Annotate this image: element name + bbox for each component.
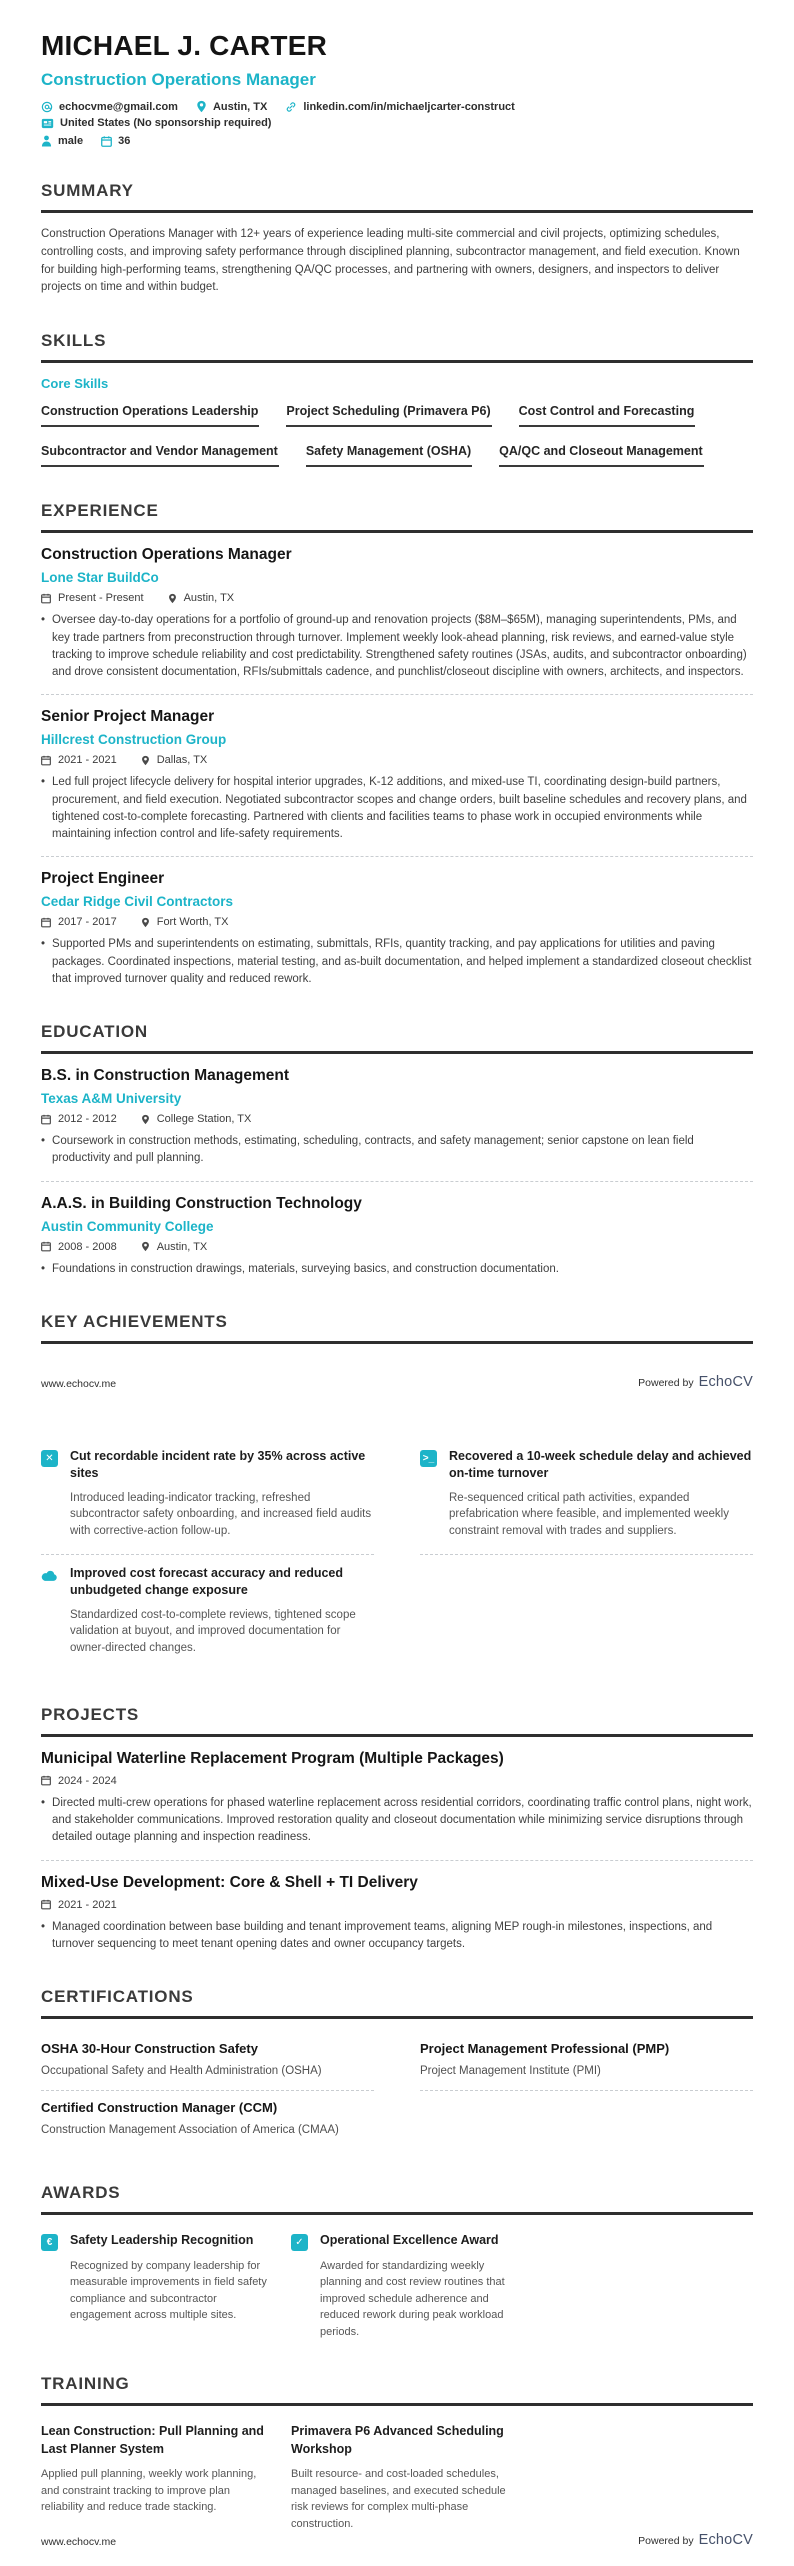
experience-job-title: Project Engineer [41,870,165,888]
education-dates: 2012 - 2012 [58,1113,117,1125]
education-degree: B.S. in Construction Management [41,1067,290,1084]
contact-location-text: Austin, TX [212,100,268,113]
certification-name: Project Management Professional (PMP) [420,2041,670,2057]
certificate-icon: € [41,2234,58,2251]
skill-item: Safety Management (OSHA) [306,444,472,467]
award-title: Operational Excellence Award [320,2233,499,2248]
achievement-text: Standardized cost-to-complete reviews, tightened scope validation at buyout, and improved documentation for owner-directed changes. [70,1608,356,1655]
project-entry: Municipal Waterline Replacement Program (Multiple Packages) 2024 - 2024 • Directed multi-crew operations for phased waterline replacement across residential corridors, coordinating traffic control plans, night work, and stakeholder communications. Improved restoration quality and closeout documentation while minimizing service disruptions through detailed outage planning and inspection readiness. [41,1750,753,1847]
echocv-brand: EchoCV [698,2532,753,2549]
certification-item [420,2032,753,2091]
achievement-item [41,1438,374,1555]
project-bullet: Managed coordination between base building and tenant improvement teams, aligning MEP rough-in milestones, inspections, and turnover sequencing to meet tenant opening dates and owner occupancy targets. [52,1920,713,1950]
award-title: Safety Leadership Recognition [70,2233,254,2248]
footer-site-link[interactable]: www.echocv.me [41,1377,117,1390]
experience-bullet: Led full project lifecycle delivery for hospital interior upgrades, K-12 additions, and mixed-use TI, coordinating design-build partners, procurement, and field execution. Negotiated subcontractor scopes and change orders, built baseline schedules and recovery plans, and tightened cost-to-complete forecasting. Partnered with clients and facilities teams to phase work in occupied environments while maintaining infection control and life-safety requirements. [52,776,747,840]
experience-bullet: Oversee day-to-day operations for a portfolio of ground-up and renovation projects ($8M–$65M), managing superintendents, PMs, and key trade partners from preconstruction through turnover. Implement weekly look-ahead planning, risk reviews, and earned-value style tracking to improve schedule reliability and cost predictability. Strengthened safety routines (JSAs, audits, and subcontractor onboarding) and drove consistent documentation, RFIs/submittals cadence, and punchlist/closeout discipline with owners, architects, and inspectors. [52,614,747,678]
divider [41,1181,753,1182]
experience-bullet: Supported PMs and superintendents on estimating, submittals, RFIs, quantity tracking, and pay applications for utilities and paving packages. Coordinated inspections, material testing, and as-built documentation, and helped implement a standardized closeout checklist that improved turnover quality and reduced rework. [52,938,752,985]
awards-heading: AWARDS [41,2183,753,2215]
page-footer-strip [41,2532,753,2548]
education-dates: 2008 - 2008 [58,1240,117,1253]
achievements-grid [41,1436,753,1671]
resume-header [41,30,753,147]
divider [41,856,753,857]
experience-location: Dallas, TX [156,754,208,767]
skill-item: Cost Control and Forecasting [519,404,696,427]
experience-job-title: Senior Project Manager [41,708,215,726]
candidate-name: MICHAEL J. CARTER [41,30,328,61]
location-pin-icon [141,1114,150,1125]
project-entry: Mixed-Use Development: Core & Shell + TI Delivery 2021 - 2021 • Managed coordination between base building and tenant improvement teams, aligning MEP rough-in milestones, inspections, and turnover sequencing to meet tenant opening dates and owner occupancy targets. [41,1874,753,1954]
summary-text: Construction Operations Manager with 12+ years of experience leading multi-site commercial and civil projects, optimizing schedules, controlling costs, and improving safety performance through disciplined planning, subcontractor management, and field execution. Known for building high-performing teams, strengthening QA/QC processes, and partnering with owners, designers, and inspectors to deliver projects on time and within budget. [41,228,740,294]
certifications-heading: CERTIFICATIONS [41,1987,753,2019]
clipboard-check-icon: ✓ [291,2234,308,2251]
experience-entry: Senior Project Manager Hillcrest Construction Group 2021 - 2021 Dallas, TX • Led full project lifecycle delivery for hospital interior upgrades, K-12 additions, and mixed-use TI, coordinating design-build partners, procurement, and field execution. Negotiated subcontractor scopes and change orders, built baseline schedules and recovery plans, and tightened cost-to-complete forecasting. Partnered with clients and facilities teams to phase work in occupied environments while maintaining infection control and life-safety requirements. [41,708,753,843]
achievements-heading: KEY ACHIEVEMENTS [41,1312,753,1344]
education-entry: A.A.S. in Building Construction Technology Austin Community College 2008 - 2008 Austin, TX • Foundations in construction drawings, materials, surveying basics, and construction documentation. [41,1195,753,1278]
section-skills [41,331,753,467]
education-bullet: Foundations in construction drawings, materials, surveying basics, and construction documentation. [52,1262,559,1275]
education-location: College Station, TX [156,1113,252,1125]
education-entry: B.S. in Construction Management Texas A&M University 2012 - 2012 College Station, TX • Coursework in construction methods, estimating, scheduling, contracts, and safety management; senior capstone on lean field productivity and pull planning. [41,1067,753,1168]
contact-citizenship-text: United States (No sponsorship required) [60,117,272,129]
training-text: Built resource- and cost-loaded schedules, managed baselines, and executed schedule risk reviews for complex multi-phase construction. [291,2468,506,2530]
experience-heading: EXPERIENCE [41,501,753,533]
contact-citizenship [41,117,271,129]
award-text: Awarded for standardizing weekly planning and cost review routines that improved schedule adherence and reduced rework during peak workload periods. [320,2259,505,2338]
certification-name: Certified Construction Manager (CCM) [41,2100,278,2116]
contact-gender-text: male [58,135,84,147]
achievement-text: Re-sequenced critical path activities, expanded prefabrication where feasible, and implemented weekly constraint removal with trades and suppliers. [449,1491,729,1538]
skills-list [41,404,753,467]
certification-issuer: Occupational Safety and Health Administration (OSHA) [41,2065,322,2078]
achievement-title: Cut recordable incident rate by 35% across active sites [70,1448,366,1481]
cloud-icon [41,1567,58,1584]
project-dates: 2021 - 2021 [58,1898,117,1911]
projects-heading: PROJECTS [41,1705,753,1737]
training-item [41,2423,267,2532]
terminal-icon: >_ [420,1450,437,1467]
award-text: Recognized by company leadership for measurable improvements in field safety compliance and subcontractor engagement across multiple sites. [70,2259,267,2322]
divider [41,694,753,695]
certifications-grid [41,2032,753,2149]
powered-by-prefix: Powered by [638,2535,694,2548]
experience-dates: 2017 - 2017 [58,916,117,929]
education-heading: EDUCATION [41,1022,753,1054]
experience-job-title: Construction Operations Manager [41,546,292,564]
skill-item: QA/QC and Closeout Management [499,444,704,467]
at-icon [41,101,53,113]
section-projects [41,1705,753,1953]
skills-heading: SKILLS [41,331,753,363]
skills-group-label: Core Skills [41,376,109,392]
achievement-item [41,1555,374,1671]
section-awards [41,2183,753,2340]
link-icon [285,101,297,113]
certification-item [41,2091,374,2149]
flag-icon [41,118,54,129]
education-school: Texas A&M University [41,1091,182,1106]
section-training [41,2374,753,2532]
certification-name: OSHA 30-Hour Construction Safety [41,2041,258,2057]
experience-location: Austin, TX [183,592,235,605]
education-meta [41,1113,753,1125]
experience-dates: Present - Present [58,592,144,605]
achievement-title: Improved cost forecast accuracy and reduced unbudgeted change exposure [70,1565,344,1598]
training-item [291,2423,517,2532]
contact-location [196,100,267,113]
training-heading: TRAINING [41,2374,753,2406]
contact-linkedin-text: linkedin.com/in/michaeljcarter-construct [303,100,515,113]
experience-meta [41,754,753,766]
education-location: Austin, TX [156,1240,208,1253]
section-summary [41,181,753,297]
training-text: Applied pull planning, weekly work planning, and constraint tracking to improve plan reliability and reduce trade stacking. [41,2468,257,2514]
education-school: Austin Community College [41,1218,214,1234]
summary-heading: SUMMARY [41,181,753,213]
experience-location: Fort Worth, TX [156,916,229,929]
education-degree: A.A.S. in Building Construction Technology [41,1194,362,1212]
achievement-text: Introduced leading-indicator tracking, refreshed subcontractor safety onboarding, and increased field audits with corrective-action follow-up. [70,1491,372,1538]
calendar-icon [41,1775,51,1786]
experience-company: Lone Star BuildCo [41,570,159,586]
location-pin-icon [141,755,150,766]
skill-item: Subcontractor and Vendor Management [41,444,279,467]
contact-email[interactable] [41,101,178,113]
calendar-icon [41,593,51,604]
powered-by[interactable] [638,1374,753,1390]
award-item [41,2232,267,2340]
contact-gender [41,135,83,147]
project-dates: 2024 - 2024 [58,1774,117,1787]
calendar-icon [41,1114,51,1125]
echocv-brand: EchoCV [698,1373,753,1390]
location-pin-icon [196,100,207,113]
divider [41,1860,753,1861]
section-experience [41,501,753,988]
powered-by-prefix: Powered by [638,1376,694,1389]
project-meta [41,1899,753,1911]
location-pin-icon [141,917,150,928]
training-title: Primavera P6 Advanced Scheduling Workshop [291,2424,504,2456]
education-meta [41,1241,753,1253]
page-footer-strip [41,1374,753,1390]
footer-site-link[interactable]: www.echocv.me [41,2536,117,2549]
contact-age-text: 36 [118,135,131,147]
powered-by[interactable] [638,2532,753,2548]
location-pin-icon [168,593,177,604]
achievement-item [420,1438,753,1555]
contact-age [101,135,130,147]
project-title: Mixed-Use Development: Core & Shell + TI Delivery [41,1873,418,1891]
certification-issuer: Construction Management Association of America (CMAA) [41,2124,339,2137]
experience-entry: Construction Operations Manager Lone Star BuildCo Present - Present Austin, TX • Oversee day-to-day operations for a portfolio of ground-up and renovation projects ($8M–$65M), managing superintendents, PMs, and key trade partners from preconstruction through turnover. Implement weekly look-ahead planning, risk reviews, and earned-value style tracking to improve schedule reliability and cost predictability. Strengthened safety routines (JSAs, audits, and subcontractor onboarding) and drove consistent documentation, RFIs/submittals cadence, and punchlist/closeout discipline with owners, architects, and inspectors. [41,546,753,681]
certification-item [41,2032,374,2091]
certification-issuer: Project Management Institute (PMI) [420,2065,601,2078]
calendar-icon [101,136,112,147]
experience-meta [41,592,753,604]
project-meta [41,1775,753,1787]
achievement-title: Recovered a 10-week schedule delay and achieved on-time turnover [449,1448,752,1481]
project-bullet: Directed multi-crew operations for phased waterline replacement across residential corridors, coordinating traffic control plans, night work, and stakeholder communications. Improved restoration quality and closeout documentation while minimizing service disruptions through detailed outage planning and inspection readiness. [52,1796,752,1844]
person-icon [41,135,52,147]
calendar-icon [41,755,51,766]
education-bullet: Coursework in construction methods, estimating, scheduling, contracts, and safety management; senior capstone on lean field productivity and pull planning. [52,1135,694,1165]
experience-company: Cedar Ridge Civil Contractors [41,894,234,910]
awards-grid [41,2228,753,2340]
experience-entry: Project Engineer Cedar Ridge Civil Contractors 2017 - 2017 Fort Worth, TX • Supported PMs and superintendents on estimating, submittals, RFIs, quantity tracking, and pay applications for utilities and paving packages. Coordinated inspections, material testing, and as-built documentation, and helped implement a standardized closeout checklist that improved turnover quality and reduced rework. [41,870,753,988]
archive-x-icon: ✕ [41,1450,58,1467]
section-certifications [41,1987,753,2149]
skill-item: Construction Operations Leadership [41,404,259,427]
contact-email-text: echocvme@gmail.com [59,100,178,113]
section-education [41,1022,753,1278]
training-title: Lean Construction: Pull Planning and Last Planner System [41,2424,264,2456]
experience-company: Hillcrest Construction Group [41,732,227,748]
contact-linkedin[interactable] [285,101,515,113]
project-title: Municipal Waterline Replacement Program (Multiple Packages) [41,1749,504,1767]
skill-item: Project Scheduling (Primavera P6) [286,404,491,427]
contact-info [41,100,753,147]
experience-meta [41,916,753,928]
candidate-job-title: Construction Operations Manager [41,70,316,89]
location-pin-icon [141,1241,150,1252]
award-item [291,2232,517,2340]
experience-dates: 2021 - 2021 [58,754,117,767]
section-key-achievements [41,1312,753,1671]
training-grid [41,2419,753,2532]
calendar-icon [41,1899,51,1910]
calendar-icon [41,1241,51,1252]
calendar-icon [41,917,51,928]
